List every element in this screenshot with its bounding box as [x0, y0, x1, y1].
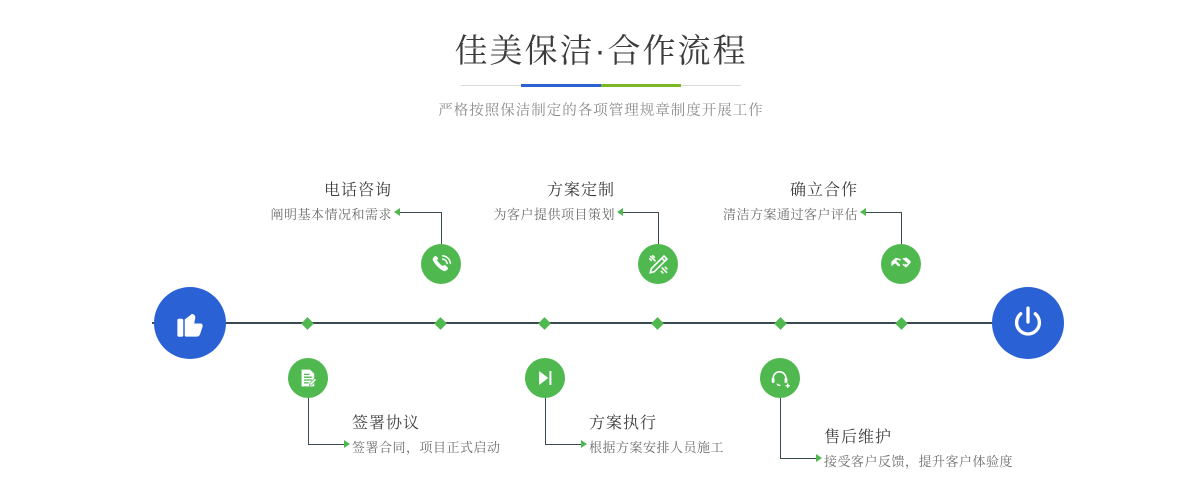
- underline-blue-segment: [521, 84, 601, 87]
- step-5-arrow-icon: [860, 208, 866, 216]
- timeline-axis: [152, 322, 1052, 324]
- step-6-arrow-icon: [816, 454, 822, 462]
- title-underline: [461, 84, 741, 87]
- axis-marker-4: [651, 317, 664, 330]
- underline-green-segment: [601, 84, 681, 87]
- step-5-desc: 清洁方案通过客户评估: [722, 207, 858, 222]
- step-5-title: 确立合作: [789, 182, 858, 199]
- step-5-connector-horizontal: [866, 212, 901, 213]
- document-edit-icon: [297, 367, 319, 389]
- step-4-icon-circle: [525, 358, 565, 398]
- step-1-label: [240, 180, 392, 225]
- process-timeline: [0, 150, 1202, 500]
- phone-ring-icon: [430, 253, 453, 276]
- step-4-label: [589, 413, 789, 458]
- step-1-connector-vertical: [441, 212, 442, 244]
- step-2-title: 签署协议: [352, 415, 421, 432]
- axis-marker-6: [895, 317, 908, 330]
- step-6-label: [824, 427, 1054, 472]
- pen-ruler-icon: [647, 253, 670, 276]
- step-5-icon-circle: [881, 244, 921, 284]
- step-5-connector-vertical: [901, 212, 902, 244]
- step-5-label: [695, 180, 858, 225]
- step-2-connector-vertical: [308, 398, 309, 444]
- axis-marker-5: [774, 317, 787, 330]
- step-1-icon-circle: [421, 244, 461, 284]
- axis-marker-1: [301, 317, 314, 330]
- step-3-title: 方案定制: [546, 182, 615, 199]
- step-1-connector-horizontal: [400, 212, 441, 213]
- step-6-connector-vertical: [780, 398, 781, 458]
- handshake-icon: [889, 252, 913, 276]
- step-2-desc: 签署合同，项目正式启动: [352, 440, 501, 455]
- step-4-arrow-icon: [581, 440, 587, 448]
- step-4-desc: 根据方案安排人员施工: [589, 440, 725, 455]
- timeline-start-node: [154, 287, 226, 359]
- step-4-title: 方案执行: [589, 415, 658, 432]
- axis-marker-3: [538, 317, 551, 330]
- header: [0, 28, 1202, 120]
- step-4-connector-vertical: [545, 398, 546, 444]
- headset-support-icon: [769, 367, 792, 390]
- play-next-icon: [534, 367, 556, 389]
- step-3-connector-horizontal: [623, 212, 658, 213]
- step-6-connector-horizontal: [780, 458, 816, 459]
- timeline-end-node: [992, 287, 1064, 359]
- step-1-desc: 阐明基本情况和需求: [270, 207, 392, 222]
- step-6-title: 售后维护: [824, 429, 893, 446]
- step-4-connector-horizontal: [545, 444, 581, 445]
- step-1-arrow-icon: [394, 208, 400, 216]
- step-2-connector-horizontal: [308, 444, 344, 445]
- step-2-arrow-icon: [344, 440, 350, 448]
- step-3-desc: 为客户提供项目策划: [493, 207, 615, 222]
- axis-marker-2: [434, 317, 447, 330]
- step-3-arrow-icon: [617, 208, 623, 216]
- step-3-icon-circle: [638, 244, 678, 284]
- step-2-label: [352, 413, 562, 458]
- step-6-desc: 接受客户反馈，提升客户体验度: [824, 454, 1014, 469]
- page-subtitle: 严格按照保洁制定的各项管理规章制度开展工作: [438, 103, 764, 119]
- step-1-title: 电话咨询: [323, 182, 392, 199]
- step-2-icon-circle: [288, 358, 328, 398]
- step-3-connector-vertical: [658, 212, 659, 244]
- power-icon: [1009, 304, 1047, 342]
- step-6-icon-circle: [760, 358, 800, 398]
- page-title: 佳美保洁·合作流程: [454, 32, 748, 69]
- thumbs-up-icon: [172, 305, 208, 341]
- step-3-label: [452, 180, 615, 225]
